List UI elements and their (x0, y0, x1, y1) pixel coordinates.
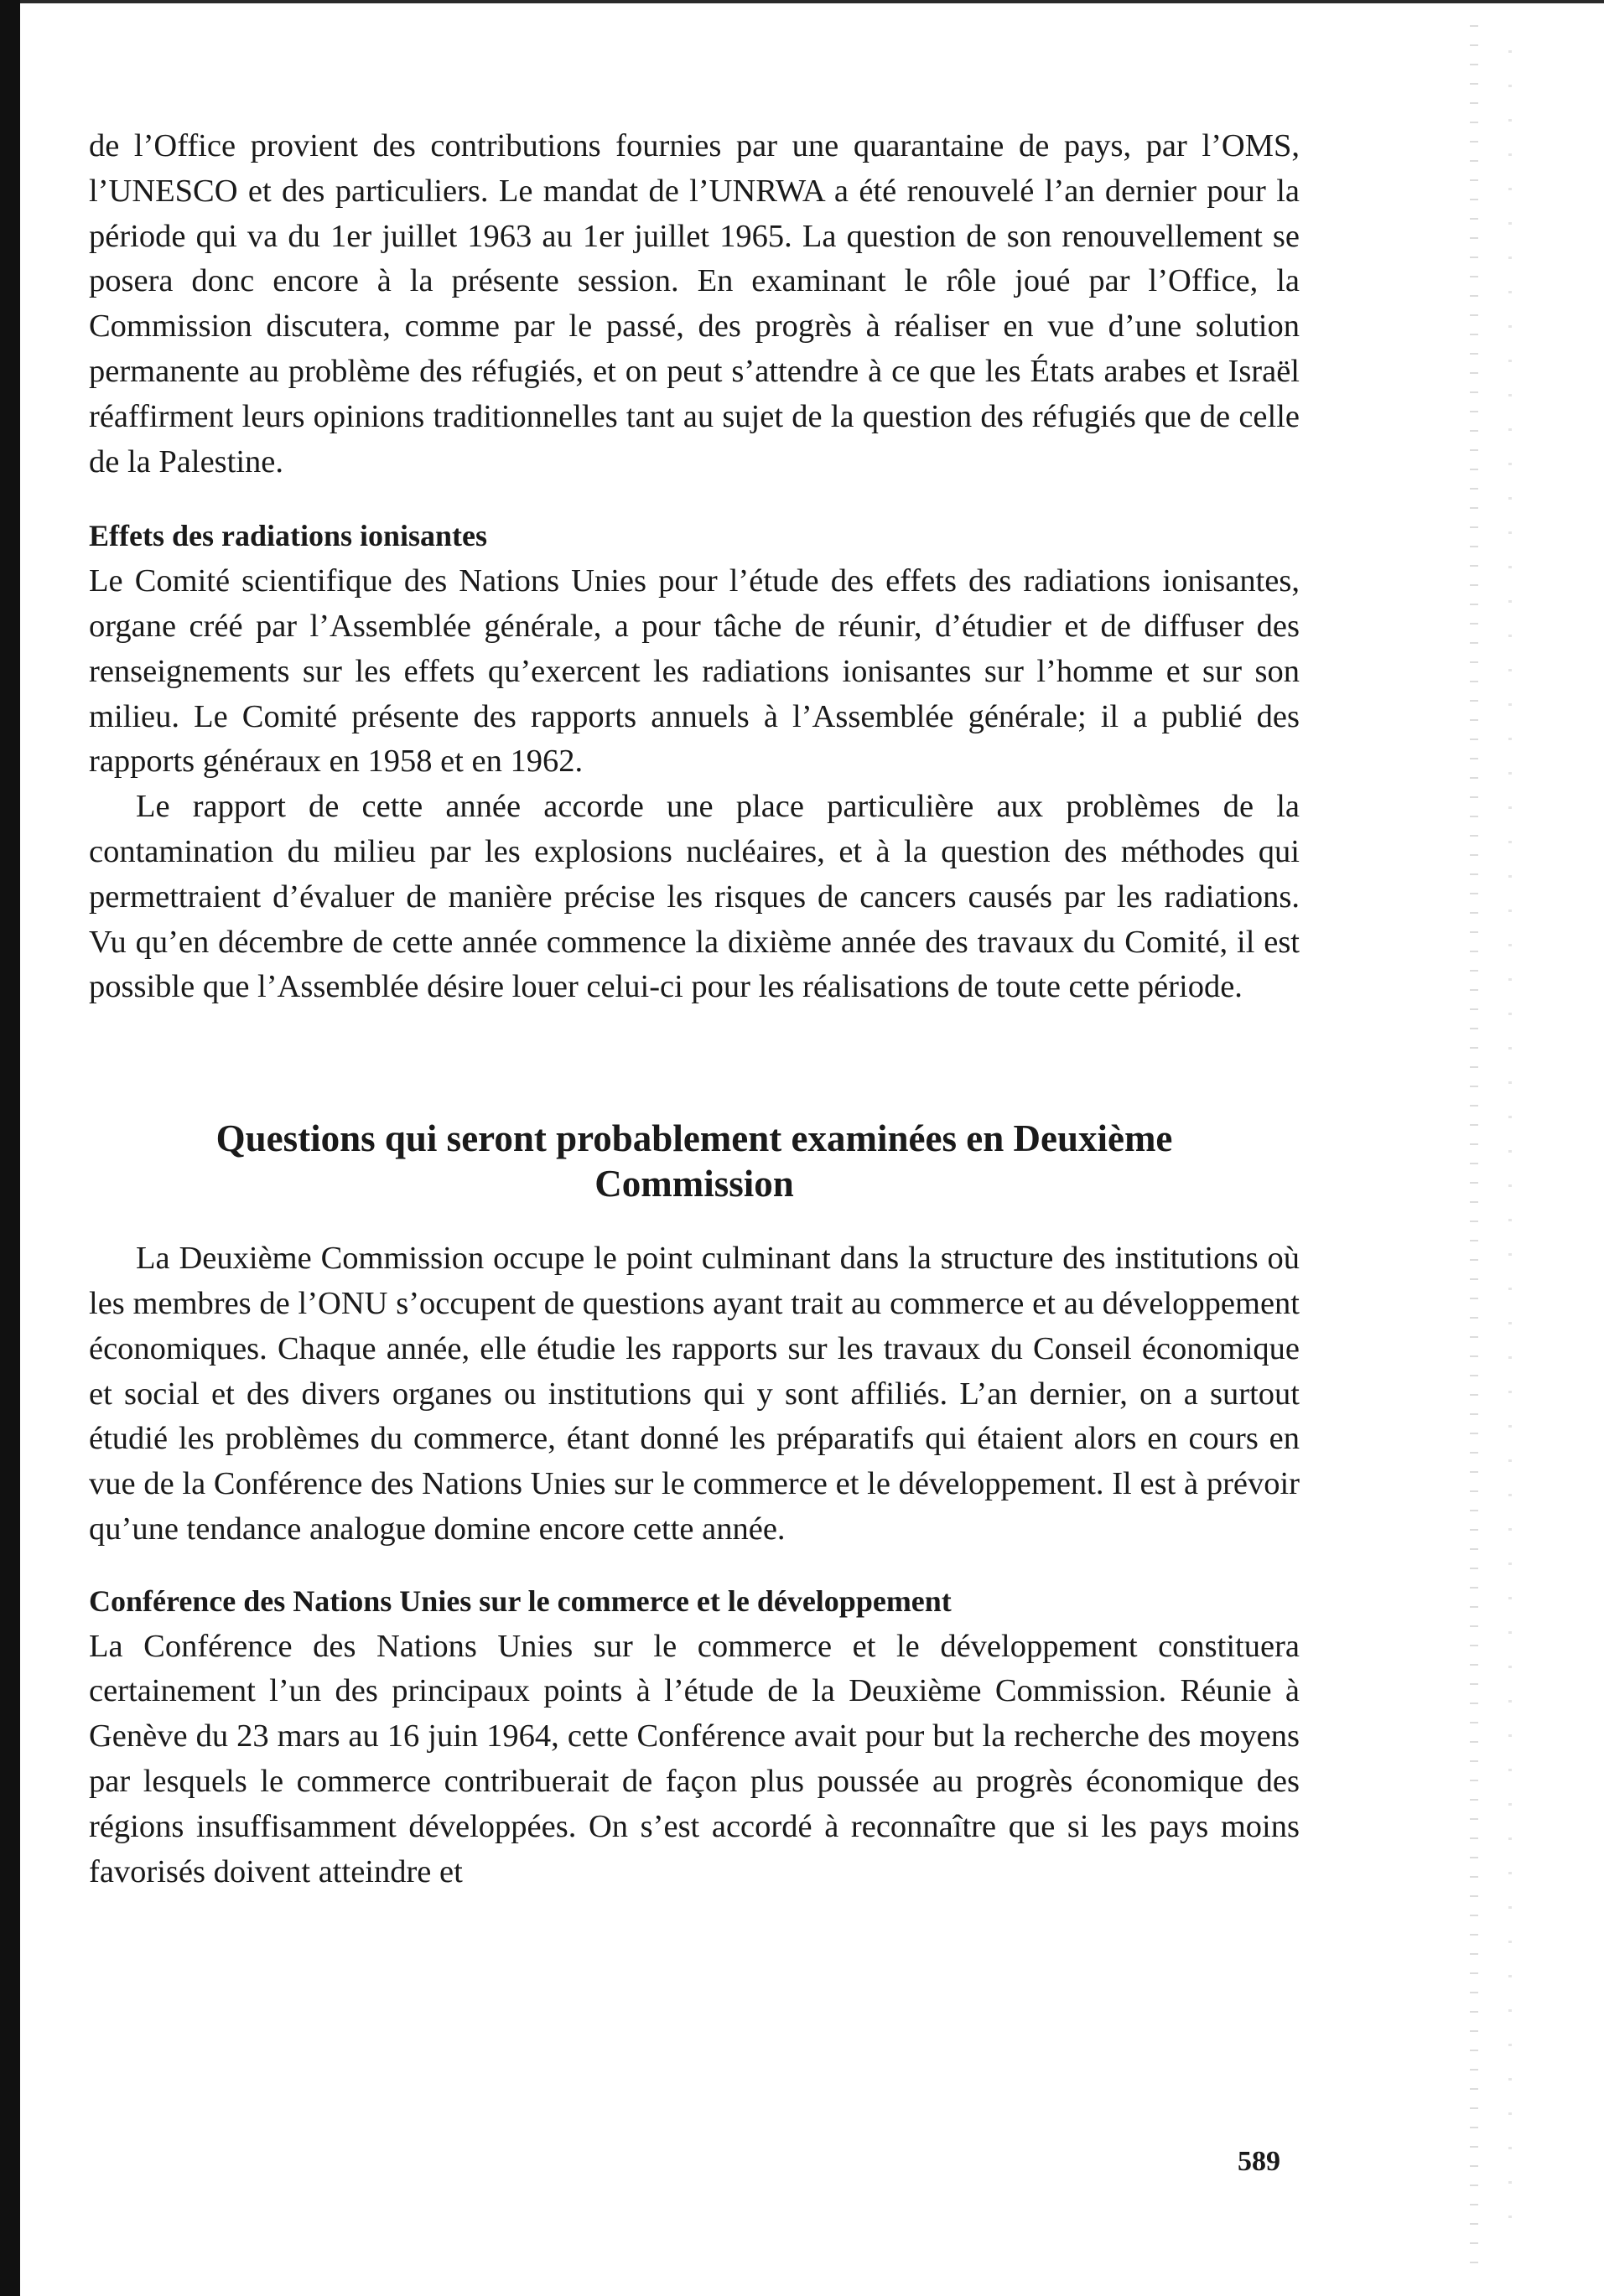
scan-left-edge (0, 0, 20, 2296)
paragraph-unrwa: de l’Office provient des contributions fournies par une quarantaine de pays, par l’OMS, l’UNESCO et des particuliers. Le mandat de l’UNRWA a été renouvelé l’an dernier pour la période qui va du 1er juillet 1963 au 1er juillet 1965. La question de son renouvellement se posera donc encore à la présente session. En examinant le rôle joué par l’Office, la Commission discutera, comme par le passé, des progrès à réaliser en vue d’une solution permanente au problème des réfugiés, et on peut s’attendre à ce que les États arabes et Israël réaffirment leurs opinions traditionnelles tant au sujet de la question des réfugiés que de celle de la Palestine. (89, 128, 1300, 479)
section-title-line2: Commission (594, 1163, 794, 1205)
page-number: 589 (1238, 2146, 1280, 2177)
paragraph-conference: La Conférence des Nations Unies sur le commerce et le développement constituera certainement l’un des principaux points à l’étude de la Deuxième Commission. Réunie à Genève du 23 mars au 16 juin 1964, cette Conférence avait pour but la recherche des moyens par lesquels le commerce contribuerait de façon plus poussée au progrès économique des régions insuffisamment développées. On s’est accordé à reconnaître que si les pays moins favorisés doivent atteindre et (89, 1628, 1300, 1889)
scan-speckle (1470, 25, 1478, 2272)
heading-conference: Conférence des Nations Unies sur le commerce et le développement (89, 1583, 952, 1618)
section-title-line1: Questions qui seront probablement examinées en Deuxième (215, 1117, 1173, 1160)
page-body (89, 124, 1300, 1894)
scan-speckle (1508, 50, 1512, 2230)
scan-top-edge (20, 0, 1604, 3)
paragraph-deuxieme: La Deuxième Commission occupe le point culminant dans la structure des institutions où les membres de l’ONU s’occupent de questions ayant trait au commerce et au développement économiques. Chaque année, elle étudie les rapports sur les travaux du Conseil économique et social et des divers organes ou institutions qui y sont affiliés. L’an dernier, on a surtout étudié les problèmes du commerce, étant donné les préparatifs qui étaient alors en cours en vue de la Conférence des Nations Unies sur le commerce et le développement. Il est à prévoir qu’une tendance analogue domine encore cette année. (89, 1241, 1300, 1547)
paragraph-radiations-2: Le rapport de cette année accorde une place particulière aux problèmes de la contamination du milieu par les explosions nucléaires, et à la question des méthodes qui permettraient d’évaluer de manière précise les risques de cancers causés par les radiations. Vu qu’en décembre de cette année commence la dixième année des travaux du Comité, il est possible que l’Assemblée désire louer celui-ci pour les réalisations de toute cette période. (89, 789, 1300, 1005)
paragraph-radiations-1: Le Comité scientifique des Nations Unies pour l’étude des effets des radiations ionisantes, organe créé par l’Assemblée générale, a pour tâche de réunir, d’étudier et de diffuser des renseignements sur les effets qu’exercent les radiations ionisantes sur l’homme et sur son milieu. Le Comité présente des rapports annuels à l’Assemblée générale; il a publié des rapports généraux en 1958 et en 1962. (89, 563, 1300, 780)
section-title (89, 1116, 1300, 1206)
heading-radiations: Effets des radiations ionisantes (89, 519, 488, 553)
